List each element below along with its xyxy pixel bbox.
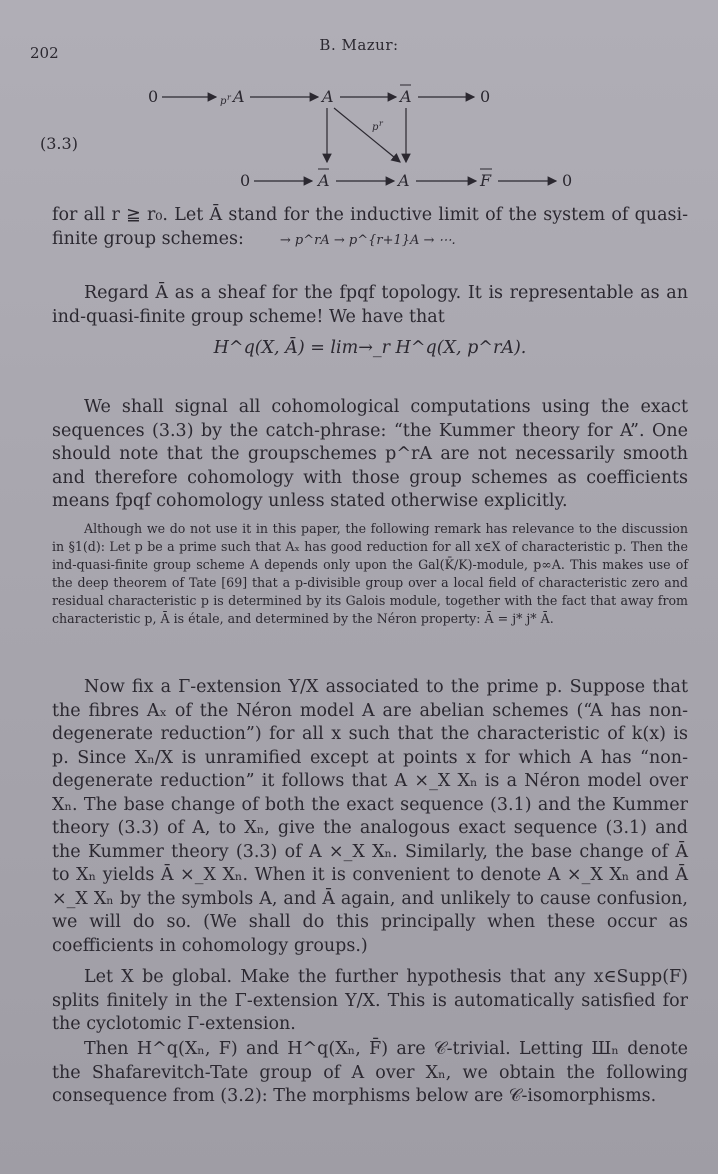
bottom-zero-right: 0	[562, 171, 573, 190]
diagram-label: (3.3)	[40, 134, 78, 153]
paragraph-kummer-theory: We shall signal all cohomological computations using the exact sequences (3.3) by the catch-phrase: “the Kummer theory for A”. One should note that the groupschemes p^rA are not necessarily smooth and therefore cohomology with those group schemes as coefficients means fpqf cohomology unless stated otherwise explicitly.	[52, 397, 688, 511]
remark-small-print: Although we do not use it in this paper, the following remark has relevance to the discussion in §1(d): Let p be a prime such that Aₓ has good reduction for all x∈X of characteristic p. Then the ind-quasi-finite group scheme A depends only upon the Gal(K̄/K)-module, p∞A. This makes use of the deep theorem of Tate [69] that a p-divisible group over a local field of characteristic zero and residual characteristic p is determined by its Galois module, together with the fact that away from characteristic p, Ā is étale, and determined by the Néron property: Ā = j* j* Ā.	[52, 521, 688, 626]
bottom-Fbar: F	[480, 171, 492, 190]
running-header-author: B. Mazur:	[319, 36, 399, 54]
svg-text:r: r	[379, 119, 383, 128]
commutative-diagram	[0, 60, 718, 200]
top-A: A	[322, 87, 334, 106]
paragraph-sha-consequence: Then H^q(Xₙ, F) and H^q(Xₙ, F̄) are 𝒞-trivial. Letting Шₙ denote the Shafarevitch-Tate group of A over Xₙ, we obtain the following consequence from (3.2): The morphisms below are 𝒞-isomorphisms.	[52, 1039, 688, 1106]
diagonal-label: p	[372, 122, 379, 133]
inductive-sequence: → p^rA → p^{r+1}A → ⋯.	[279, 232, 456, 248]
top-zero-right: 0	[480, 87, 491, 106]
top-prA: A	[233, 87, 245, 106]
page-number: 202	[30, 44, 59, 62]
paragraph-sheaf: Regard Ā as a sheaf for the fpqf topology. It is representable as an ind-quasi-finite group scheme! We have that H^q(X, Ā) = lim→_r H^q(X, p^rA).	[52, 282, 688, 375]
svg-text:r: r	[227, 93, 231, 102]
paragraph-inductive-limit: for all r ≧ r₀. Let Ā stand for the inductive limit of the system of quasi-finite group schemes: → p^rA → p^{r+1}A → ⋯.	[52, 204, 688, 252]
bottom-A: A	[398, 171, 410, 190]
top-Abar: A	[400, 87, 412, 106]
bottom-zero-left: 0	[240, 171, 251, 190]
bottom-Abar: A	[318, 171, 330, 190]
top-zero-left: 0	[148, 87, 159, 106]
paragraph-global-hypothesis: Let X be global. Make the further hypothesis that any x∈Supp(F) splits finitely in the Γ-extension Y/X. This is automatically satisfied for the cyclotomic Γ-extension.	[52, 967, 688, 1034]
paragraph-gamma-extension: Now fix a Γ-extension Y/X associated to the prime p. Suppose that the fibres Aₓ of the Néron model A are abelian schemes (“A has non-degenerate reduction”) for all x such that the characteristic of k(x) is p. Since Xₙ/X is unramified except at points x for which A has “non-degenerate reduction” it follows that A ×_X Xₙ is a Néron model over Xₙ. The base change of both the exact sequence (3.1) and the Kummer theory (3.3) of A, to Xₙ, give the analogous exact sequence (3.1) and the Kummer theory (3.3) of A ×_X Xₙ. Similarly, the base change of Ā to Xₙ yields Ā ×_X Xₙ. When it is convenient to denote A ×_X Xₙ and Ā ×_X Xₙ by the symbols A, and Ā again, and unlikely to cause confusion, we will do so. (We shall do this principally when these occur as coefficients in cohomology groups.)	[52, 677, 688, 956]
cohomology-limit-formula: H^q(X, Ā) = lim→_r H^q(X, p^rA).	[213, 338, 527, 358]
svg-text:p: p	[220, 96, 227, 107]
